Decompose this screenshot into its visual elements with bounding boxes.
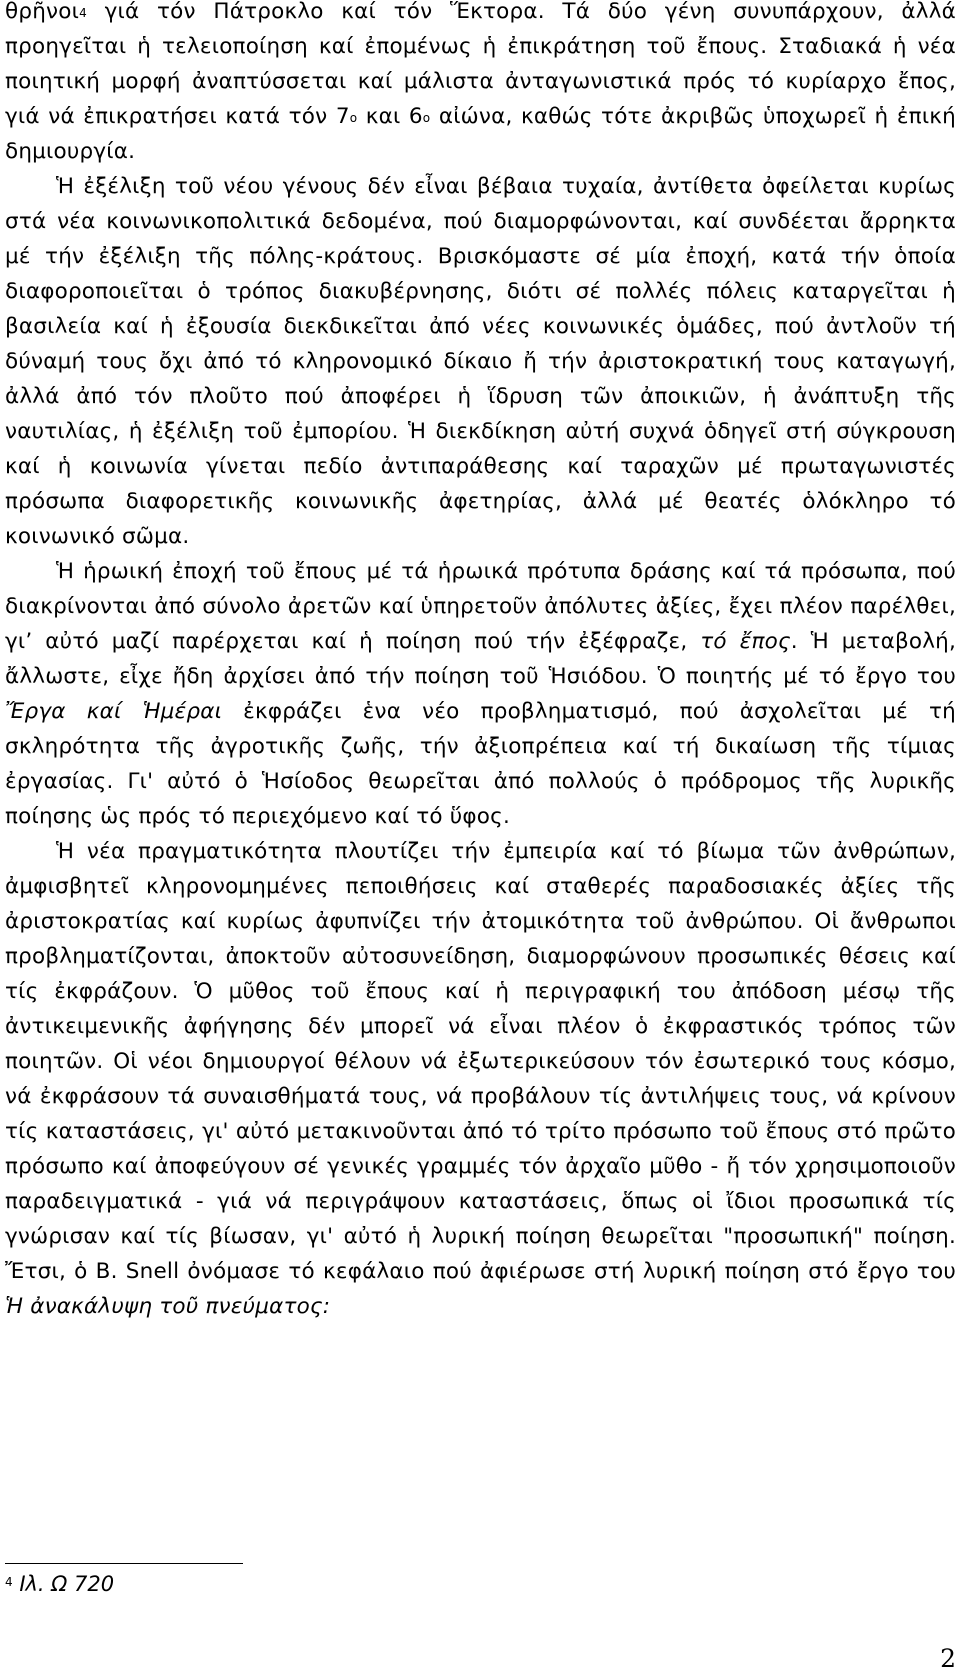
p3-text-1: Ἡ ἡρωική ἐποχή τοῦ ἔπους μέ τά ἡρωικά πρότυπα δράσης καί τά πρόσωπα, πού διακρίνονται ἀπό σύνολο ἀρετῶν καί ὑπηρετοῦν ἀπόλυτες ἀξίες, ἔχει πλέον παρέλθει, γι’ αὐτό μαζί παρέρχεται καί ἡ ποίηση πού τήν ἐξέφραζε,	[5, 559, 956, 654]
footnote	[5, 1569, 114, 1599]
paragraph-2: Ἡ ἐξέλιξη τοῦ νέου γένους δέν εἶναι βέβαια τυχαία, ἀντίθετα ὀφείλεται κυρίως στά νέα κοινωνικοπολιτικά δεδομένα, πού διαμορφώνονται, καί συνδέεται ἄρρηκτα μέ τήν ἐξέλιξη τῆς πόλης-κράτους. Βρισκόμαστε σέ μία ἐποχή, κατά τήν ὁποία διαφοροποιεῖται ὁ τρόπος διακυβέρνησης, διότι σέ πολλές πόλεις καταργεῖται ἡ βασιλεία καί ἡ ἐξουσία διεκδικεῖται ἀπό νέες κοινωνικές ὁμάδες, πού ἀντλοῦν τή δύναμή τους ὄχι ἀπό τό κληρονομικό δίκαιο ἤ τήν ἀριστοκρατική τους καταγωγή, ἀλλά ἀπό τόν πλοῦτο πού ἀποφέρει ἡ ἵδρυση τῶν ἀποικιῶν, ἡ ἀνάπτυξη τῆς ναυτιλίας, ἡ ἐξέλιξη τοῦ ἐμπορίου. Ἡ διεκδίκηση αὐτή συχνά ὁδηγεῖ στή σύγκρουση καί ἡ κοινωνία γίνεται πεδίο ἀντιπαράθεσης καί ταραχῶν μέ πρωταγωνιστές πρόσωπα διαφορετικῆς κοινωνικῆς ἀφετηρίας, ἀλλά μέ θεατές ὁλόκληρο τό κοινωνικό σῶμα.	[5, 174, 956, 549]
footnote-divider	[5, 1563, 243, 1564]
p1-text-4: αἰώνα, καθώς τότε ἀκριβῶς ὑποχωρεῖ ἡ ἐπική δημιουργία.	[5, 104, 956, 164]
p1-text-3: και 6	[357, 104, 423, 129]
p1-text-1: θρῆνοι	[5, 0, 80, 24]
paragraph-3	[5, 554, 956, 834]
paragraph-4	[5, 834, 956, 1324]
body-text	[5, 0, 956, 1324]
p3-text-2: . Ἡ μεταβολή, ἄλλωστε, εἶχε ἤδη ἀρχίσει ἀπό τήν ποίηση τοῦ Ἡσιόδου. Ὁ ποιητής μέ τό ἔργο του	[5, 629, 957, 689]
footnote-text: Ιλ. Ω 720	[12, 1572, 115, 1596]
p4-italic-1: Ἡ ἀνακάλυψη τοῦ πνεύματος:	[5, 1294, 331, 1319]
footnote-number: 4	[5, 1575, 13, 1589]
p3-text-3: ἐκφράζει ἑνα νέο προβληματισμό, πού ἀσχολεῖται μέ τή σκληρότητα τῆς ἀγροτικῆς ζωῆς, τήν ἀξιοπρέπεια καί τή δικαίωση τῆς τίμιας ἐργασίας. Γι' αὐτό ὁ Ἡσίοδος θεωρεῖται ἀπό πολλούς ὁ πρόδρομος τῆς λυρικῆς ποίησης ὡς πρός τό περιεχόμενο καί τό ὕφος.	[5, 699, 956, 829]
footnote-ref-4: 4	[79, 6, 87, 20]
ordinal-mark: ο	[349, 111, 358, 125]
ordinal-mark: ο	[422, 111, 431, 125]
paragraph-1	[5, 0, 956, 169]
p3-italic-1: τό ἔπος	[700, 629, 791, 654]
p3-italic-2: Ἔργα καί Ἡμέραι	[5, 699, 223, 724]
p1-text-2: γιά τόν Πάτροκλο καί τόν Ἕκτορα. Τά δύο γένη συνυπάρχουν, ἀλλά προηγεῖται ἡ τελειοποίηση καί ἐπομένως ἡ ἐπικράτηση τοῦ ἔπους. Σταδιακά ἡ νέα ποιητική μορφή ἀναπτύσσεται καί μάλιστα ἀνταγωνιστικά πρός τό κυρίαρχο ἔπος, γιά νά ἐπικρατήσει κατά τόν 7	[5, 0, 956, 129]
p4-text-1: Ἡ νέα πραγματικότητα πλουτίζει τήν ἐμπειρία καί τό βίωμα τῶν ἀνθρώπων, ἀμφισβητεῖ κληρονομημένες πεποιθήσεις καί σταθερές παραδοσιακές ἀξίες τῆς ἀριστοκρατίας καί κυρίως ἀφυπνίζει τήν ἀτομικότητα τοῦ ἀνθρώπου. Οἱ ἄνθρωποι προβληματίζονται, ἀποκτοῦν αὐτοσυνείδηση, διαμορφώνουν προσωπικές θέσεις καί τίς ἐκφράζουν. Ὁ μῦθος τοῦ ἔπους καί ἡ περιγραφική του ἀπόδοση μέσῳ τῆς ἀντικειμενικῆς ἀφήγησης δέν μπορεῖ νά εἶναι πλέον ὁ ἐκφραστικός τρόπος τῶν ποιητῶν. Οἱ νέοι δημιουργοί θέλουν νά ἐξωτερικεύσουν τόν ἐσωτερικό τους κόσμο, νά ἐκφράσουν τά συναισθήματά τους, νά προβάλουν τίς ἀντιλήψεις τους, νά κρίνουν τίς καταστάσεις, γι' αὐτό μετακινοῦνται ἀπό τό τρίτο πρόσωπο τοῦ ἔπους στό πρῶτο πρόσωπο καί ἀποφεύγουν σέ γενικές γραμμές τόν ἀρχαῖο μῦθο - ἤ τόν χρησιμοποιοῦν παραδειγματικά - γιά νά περιγράψουν καταστάσεις, ὅπως οἱ ἴδιοι προσωπικά τίς γνώρισαν καί τίς βίωσαν, γι' αὐτό ἡ λυρική ποίηση θεωρεῖται "προσωπική" ποίηση. Ἔτσι, ὁ B. Snell ὀνόμασε τό κεφάλαιο πού ἀφιέρωσε στή λυρική ποίηση στό ἔργο του	[5, 839, 956, 1284]
page-number: 2	[940, 1644, 956, 1673]
